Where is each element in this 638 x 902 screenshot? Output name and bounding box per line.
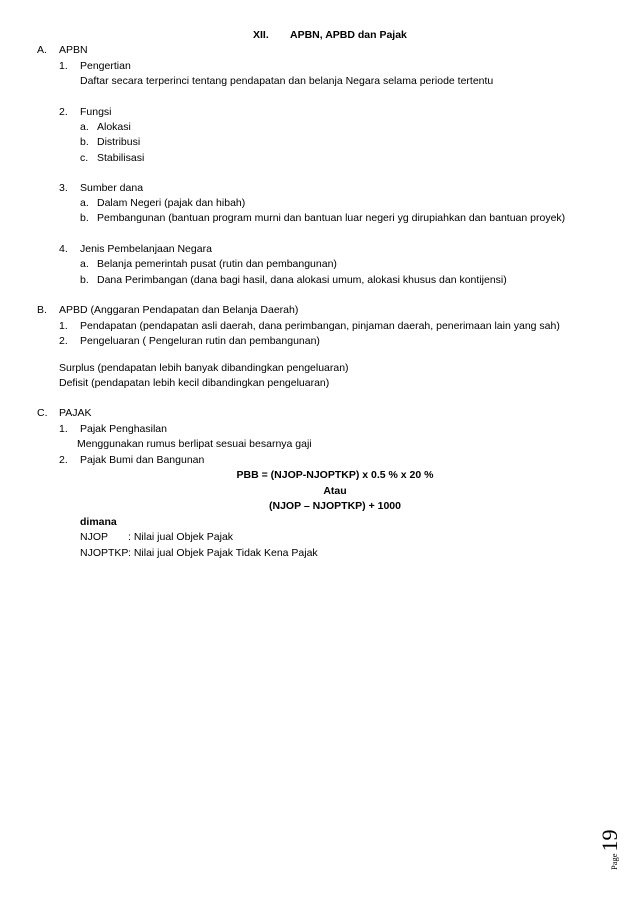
jenis-heading: Jenis Pembelanjaan Negara [80,243,212,255]
list-marker: b. [80,274,89,286]
section-c-heading: PAJAK [59,407,92,419]
section-number: XII. [253,29,269,41]
list-item: Dana Perimbangan (dana bagi hasil, dana alokasi umum, alokasi khusus dan kontijensi) [97,274,507,286]
pbb-heading: Pajak Bumi dan Bangunan [80,454,205,466]
list-marker: a. [80,121,89,133]
section-c-marker: C. [37,407,48,419]
pbb-formula-alt: (NJOP – NJOPTKP) + 1000 [269,500,401,512]
pajak-penghasilan-text: Menggunakan rumus berlipat sesuai besarnya gaji [77,438,312,450]
page-footer [596,810,626,870]
definition-term: NJOP [80,531,109,543]
list-marker: b. [80,212,89,224]
section-a-heading: APBN [59,44,88,56]
section-a-marker: A. [37,44,47,56]
list-number: 1. [59,320,68,332]
definition-term: NJOPTKP [80,547,129,559]
surplus-text: Surplus (pendapatan lebih banyak dibandingkan pengeluaran) [59,362,349,374]
section-b-marker: B. [37,304,47,316]
formula-separator: Atau [323,485,347,497]
list-number: 1. [59,60,68,72]
list-number: 2. [59,454,68,466]
list-number: 1. [59,423,68,435]
list-marker: b. [80,136,89,148]
list-item: Dalam Negeri (pajak dan hibah) [97,197,246,209]
list-number: 2. [59,106,68,118]
pengertian-text: Daftar secara terperinci tentang pendapatan dan belanja Negara selama periode tertentu [80,75,494,87]
definition-text: : Nilai jual Objek Pajak [128,531,234,543]
list-item: Distribusi [97,136,141,148]
fungsi-heading: Fungsi [80,106,112,118]
list-marker: a. [80,258,89,270]
list-marker: c. [80,152,89,164]
page-title: APBN, APBD dan Pajak [290,29,407,41]
dimana-label: dimana [80,516,117,528]
page-number: 19 [597,829,622,852]
list-item: Pembangunan (bantuan program murni dan bantuan luar negeri yg dirupiahkan dan bantuan proyek) [97,212,566,224]
pbb-formula: PBB = (NJOP-NJOPTKP) x 0.5 % x 20 % [236,469,434,481]
definition-text: : Nilai jual Objek Pajak Tidak Kena Pajak [128,547,318,559]
pengeluaran-item: Pengeluaran ( Pengeluran rutin dan pembangunan) [80,335,320,347]
defisit-text: Defisit (pendapatan lebih kecil dibandingkan pengeluaran) [59,377,330,389]
list-number: 2. [59,335,68,347]
sumber-dana-heading: Sumber dana [80,182,144,194]
pendapatan-item: Pendapatan (pendapatan asli daerah, dana perimbangan, pinjaman daerah, penerimaan lain yang sah) [80,320,560,332]
pengertian-heading: Pengertian [80,60,131,72]
section-b-heading: APBD (Anggaran Pendapatan dan Belanja Daerah) [59,304,299,316]
page-label: Page [609,853,619,870]
list-item: Alokasi [97,121,131,133]
list-item: Stabilisasi [97,152,145,164]
list-number: 4. [59,243,68,255]
pajak-penghasilan-heading: Pajak Penghasilan [80,423,167,435]
list-marker: a. [80,197,89,209]
list-number: 3. [59,182,68,194]
list-item: Belanja pemerintah pusat (rutin dan pembangunan) [97,258,337,270]
